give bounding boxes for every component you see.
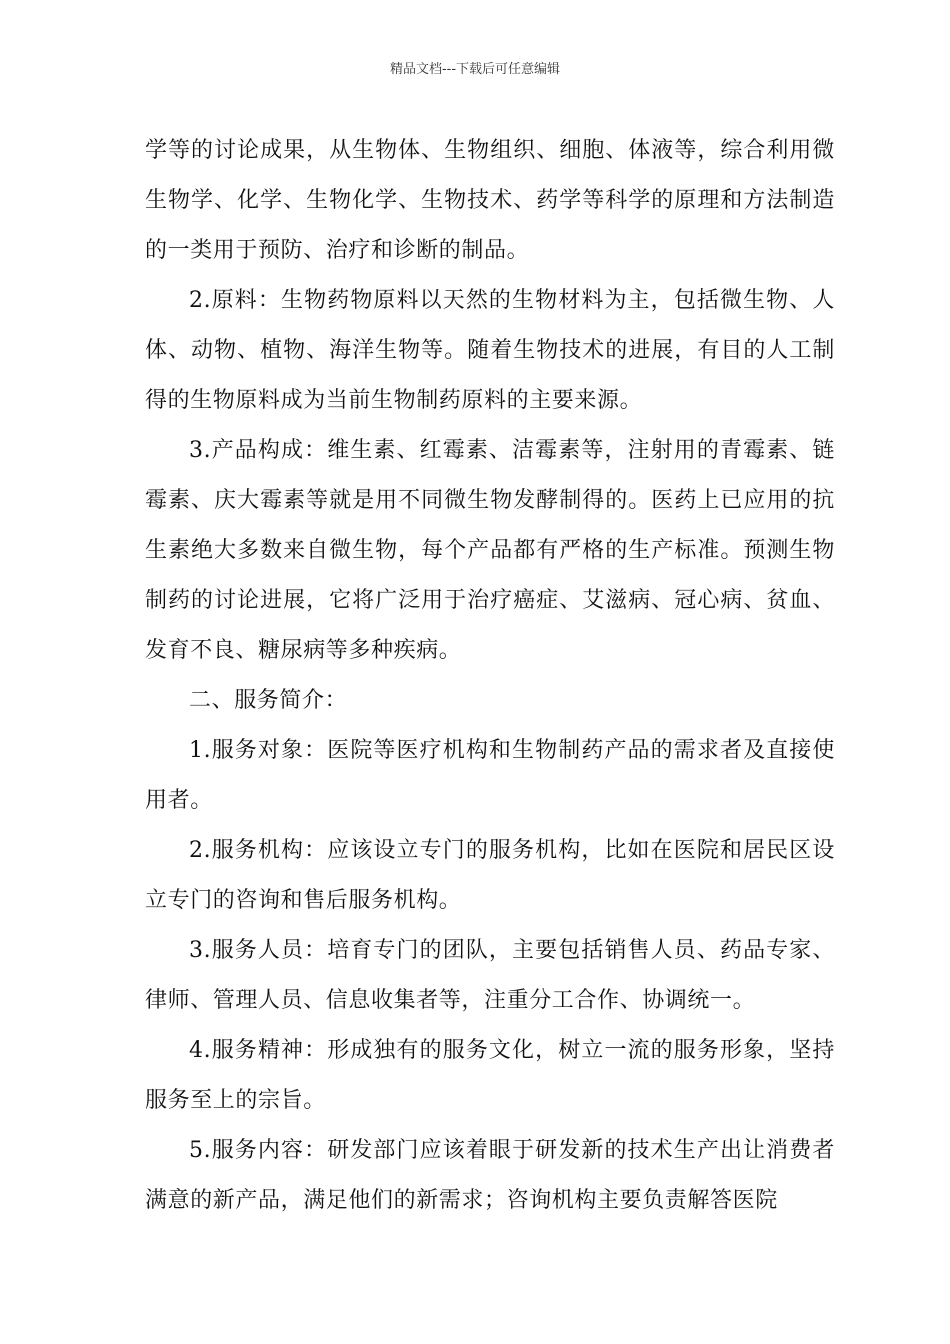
paragraph-intro-continuation: 学等的讨论成果，从生物体、生物组织、细胞、体液等，综合利用微生物学、化学、生物化学、生物技术、药学等科学的原理和方法制造的一类用于预防、治疗和诊断的制品。 bbox=[145, 138, 835, 263]
paragraph-service-personnel: 3.服务人员：培育专门的团队，主要包括销售人员、药品专家、律师、管理人员、信息收集者等，注重分工合作、协调统一。 bbox=[145, 938, 835, 1013]
section-heading-service-intro: 二、服务简介： bbox=[189, 688, 348, 713]
paragraph-raw-materials: 2.原料：生物药物原料以天然的生物材料为主，包括微生物、人体、动物、植物、海洋生物等。随着生物技术的进展，有目的人工制得的生物原料成为当前生物制药原料的主要来源。 bbox=[145, 288, 835, 413]
paragraph-service-organization: 2.服务机构：应该设立专门的服务机构，比如在医院和居民区设立专门的咨询和售后服务机构。 bbox=[145, 838, 835, 913]
paragraph-service-spirit: 4.服务精神：形成独有的服务文化，树立一流的服务形象，坚持服务至上的宗旨。 bbox=[145, 1038, 835, 1113]
document-body bbox=[145, 126, 835, 1226]
page-header: 精品文档---下载后可任意编辑 bbox=[389, 62, 561, 77]
paragraph-product-composition: 3.产品构成：维生素、红霉素、洁霉素等，注射用的青霉素、链霉素、庆大霉素等就是用不同微生物发酵制得的。医药上已应用的抗生素绝大多数来自微生物，每个产品都有严格的生产标准。预测生物制药的讨论进展，它将广泛用于治疗癌症、艾滋病、冠心病、贫血、发育不良、糖尿病等多种疾病。 bbox=[145, 438, 835, 663]
paragraph-service-content: 5.服务内容：研发部门应该着眼于研发新的技术生产出让消费者满意的新产品，满足他们的新需求；咨询机构主要负责解答医院 bbox=[145, 1138, 835, 1213]
paragraph-service-target: 1.服务对象：医院等医疗机构和生物制药产品的需求者及直接使用者。 bbox=[145, 738, 835, 813]
